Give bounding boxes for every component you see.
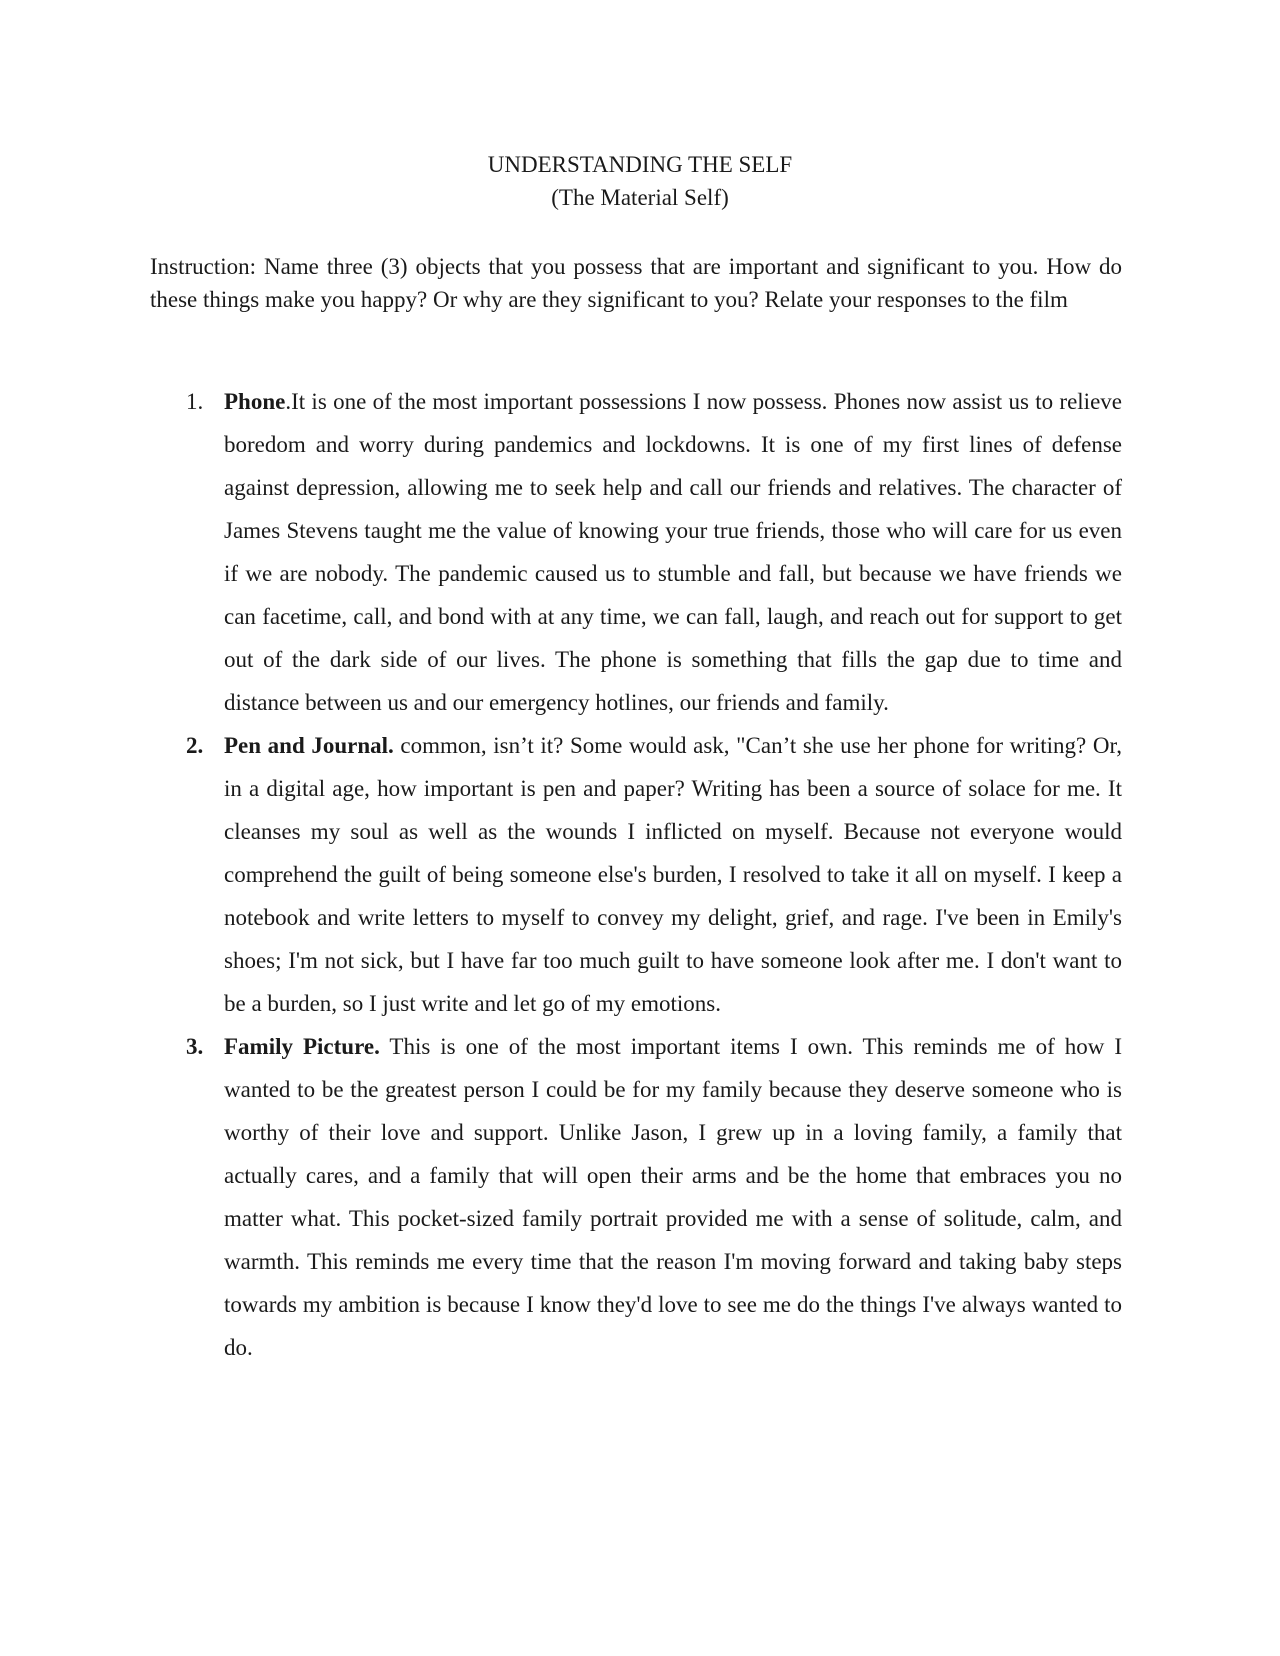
- list-item-number: 1.: [186, 389, 204, 414]
- list-item-title: Pen and Journal.: [224, 733, 394, 758]
- list-item-number: 2.: [186, 733, 204, 758]
- list-item-title: Family Picture.: [224, 1034, 380, 1059]
- list-item-phone: [150, 380, 1122, 724]
- objects-list: [150, 380, 1122, 1369]
- list-item-title: Phone: [224, 389, 286, 414]
- list-item-text: common, isn’t it? Some would ask, "Can’t she use her phone for writing? Or, in a digital age, how important is pen and paper? Writing has been a source of solace for me. It cleanses my soul as well as the wounds I inflicted on myself. Because not everyone would comprehend the guilt of being someone else's burden, I resolved to take it all on myself. I keep a notebook and write letters to myself to convey my delight, grief, and rage. I've been in Emily's shoes; I'm not sick, but I have far too much guilt to have someone look after me. I don't want to be a burden, so I just write and let go of my emotions.: [224, 733, 1122, 1016]
- list-item-number: 3.: [186, 1034, 204, 1059]
- list-item-pen-and-journal: [150, 724, 1122, 1025]
- list-item-text: This is one of the most important items I own. This reminds me of how I wanted to be the greatest person I could be for my family because they deserve someone who is worthy of their love and support. Unlike Jason, I grew up in a loving family, a family that actually cares, and a family that will open their arms and be the home that embraces you no matter what. This pocket-sized family portrait provided me with a sense of solitude, calm, and warmth. This reminds me every time that the reason I'm moving forward and taking baby steps towards my ambition is because I know they'd love to see me do the things I've always wanted to do.: [224, 1034, 1122, 1360]
- document-title: UNDERSTANDING THE SELF: [487, 152, 793, 177]
- title-block: [0, 148, 1280, 214]
- document-subtitle: (The Material Self): [551, 185, 729, 210]
- list-item-family-picture: [150, 1025, 1122, 1369]
- instruction-paragraph: Instruction: Name three (3) objects that you possess that are important and significant to you. How do these things make you happy? Or why are they significant to you? Relate your responses to the film: [150, 254, 1122, 312]
- list-item-text: .It is one of the most important possessions I now possess. Phones now assist us to relieve boredom and worry during pandemics and lockdowns. It is one of my first lines of defense against depression, allowing me to seek help and call our friends and relatives. The character of James Stevens taught me the value of knowing your true friends, those who will care for us even if we are nobody. The pandemic caused us to stumble and fall, but because we have friends we can facetime, call, and bond with at any time, we can fall, laugh, and reach out for support to get out of the dark side of our lives. The phone is something that fills the gap due to time and distance between us and our emergency hotlines, our friends and family.: [224, 389, 1122, 715]
